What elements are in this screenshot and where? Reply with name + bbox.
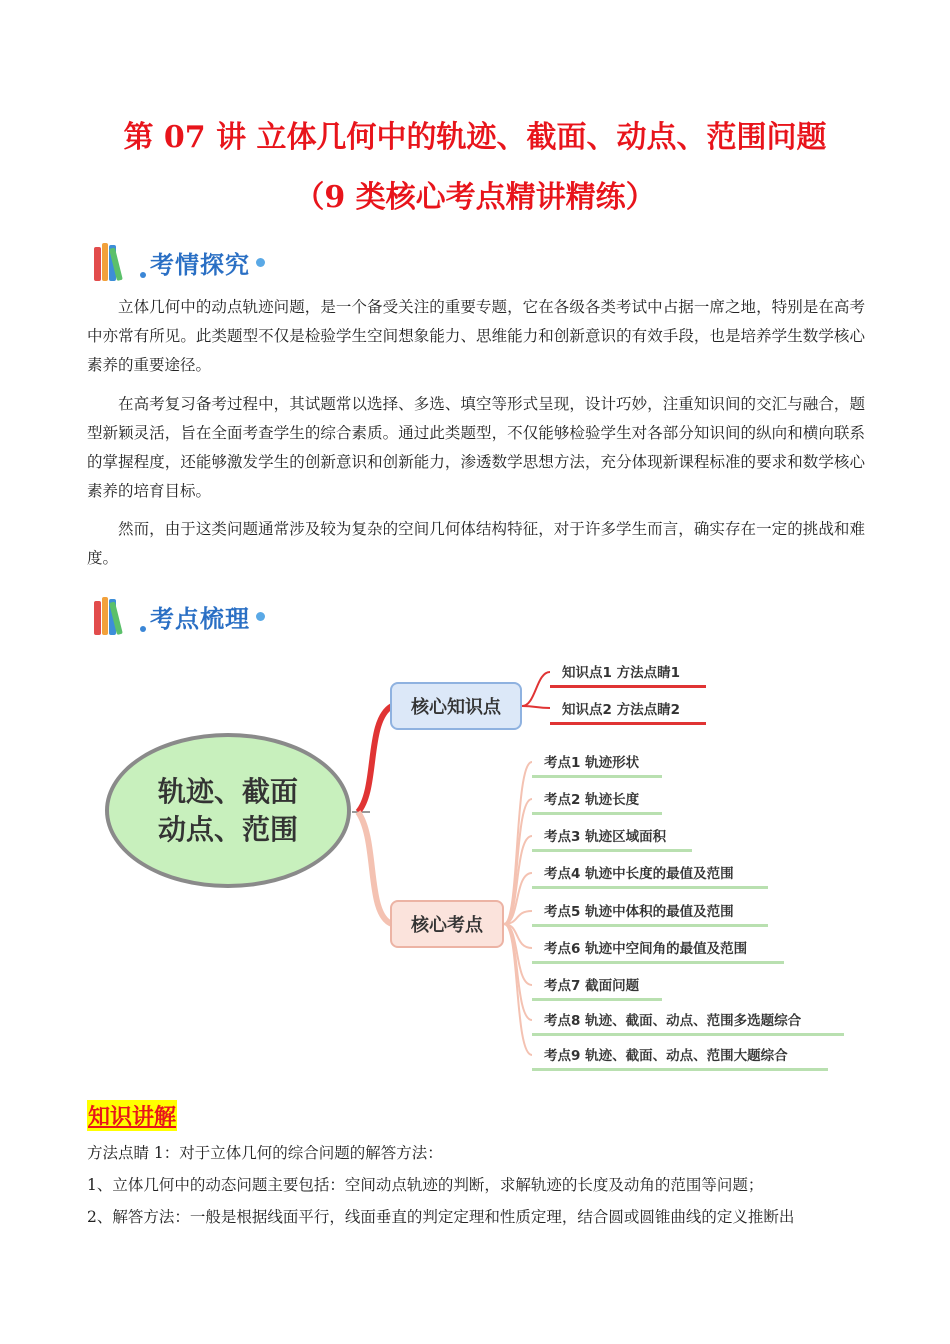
knowledge-heading: 知识讲解 xyxy=(87,1100,177,1131)
text-line-2: 1、立体几何中的动态问题主要包括：空间动点轨迹的判断，求解轨迹的长度及动角的范围等问题； xyxy=(87,1176,764,1194)
topic-item: 考点8 轨迹、截面、动点、范围多选题综合 xyxy=(532,1004,844,1036)
document-subtitle: （9 类核心考点精讲精练） xyxy=(294,180,656,215)
branch-core-knowledge: 核心知识点 xyxy=(390,682,522,730)
section-header-kaodian xyxy=(92,594,265,638)
paragraph-3: 然而，由于这类问题通常涉及较为复杂的空间几何体结构特征，对于许多学生而言，确实存在一定的挑战和难度。 xyxy=(87,520,865,567)
document-title: 第 07 讲 立体几何中的轨迹、截面、动点、范围问题 xyxy=(123,120,827,155)
topic-item: 考点4 轨迹中长度的最值及范围 xyxy=(532,857,768,889)
topic-item: 考点1 轨迹形状 xyxy=(532,746,662,778)
section-title: 考情探究 xyxy=(150,250,250,279)
dot-icon xyxy=(140,626,146,632)
topic-item: 考点5 轨迹中体积的最值及范围 xyxy=(532,895,768,927)
paragraph-2: 在高考复习备考过程中，其试题常以选择、多选、填空等形式呈现，设计巧妙，注重知识间的交汇与融合，题型新颖灵活，旨在全面考查学生的综合素质。通过此类题型，不仅能够检验学生对各部分知识间的纵向和横向联系的掌握程度，还能够激发学生的创新意识和创新能力，渗透数学思想方法，充分体现新课程标准的要求和数学核心素养的培育目标。 xyxy=(87,395,865,500)
topic-item: 考点7 截面问题 xyxy=(532,969,662,1001)
dot-icon xyxy=(256,258,265,267)
text-line-1: 方法点睛 1：对于立体几何的综合问题的解答方法： xyxy=(87,1144,443,1162)
section-title: 考点梳理 xyxy=(150,604,250,633)
branch-core-points: 核心考点 xyxy=(390,900,504,948)
topic-item: 考点3 轨迹区域面积 xyxy=(532,820,692,852)
dot-icon xyxy=(256,612,265,621)
books-icon xyxy=(92,243,134,281)
knowledge-item: 知识点2 方法点睛2 xyxy=(550,693,706,725)
paragraph-1: 立体几何中的动点轨迹问题，是一个备受关注的重要专题，它在各级各类考试中占据一席之地，特别是在高考中亦常有所见。此类题型不仅是检验学生空间想象能力、思维能力和创新意识的有效手段，也是培养学生数学核心素养的重要途径。 xyxy=(87,298,865,374)
knowledge-item: 知识点1 方法点睛1 xyxy=(550,656,706,688)
dot-icon xyxy=(140,272,146,278)
text-line-3: 2、解答方法：一般是根据线面平行，线面垂直的判定定理和性质定理，结合圆或圆锥曲线的定义推断出 xyxy=(87,1208,795,1226)
mindmap-center-node xyxy=(105,733,351,888)
center-line-1: 轨迹、截面 xyxy=(157,774,298,808)
topic-item: 考点6 轨迹中空间角的最值及范围 xyxy=(532,932,784,964)
books-icon xyxy=(92,597,134,635)
topic-item: 考点2 轨迹长度 xyxy=(532,783,662,815)
center-line-2: 动点、范围 xyxy=(157,812,298,846)
topic-item: 考点9 轨迹、截面、动点、范围大题综合 xyxy=(532,1039,828,1071)
section-header-kaoqing xyxy=(92,240,265,284)
